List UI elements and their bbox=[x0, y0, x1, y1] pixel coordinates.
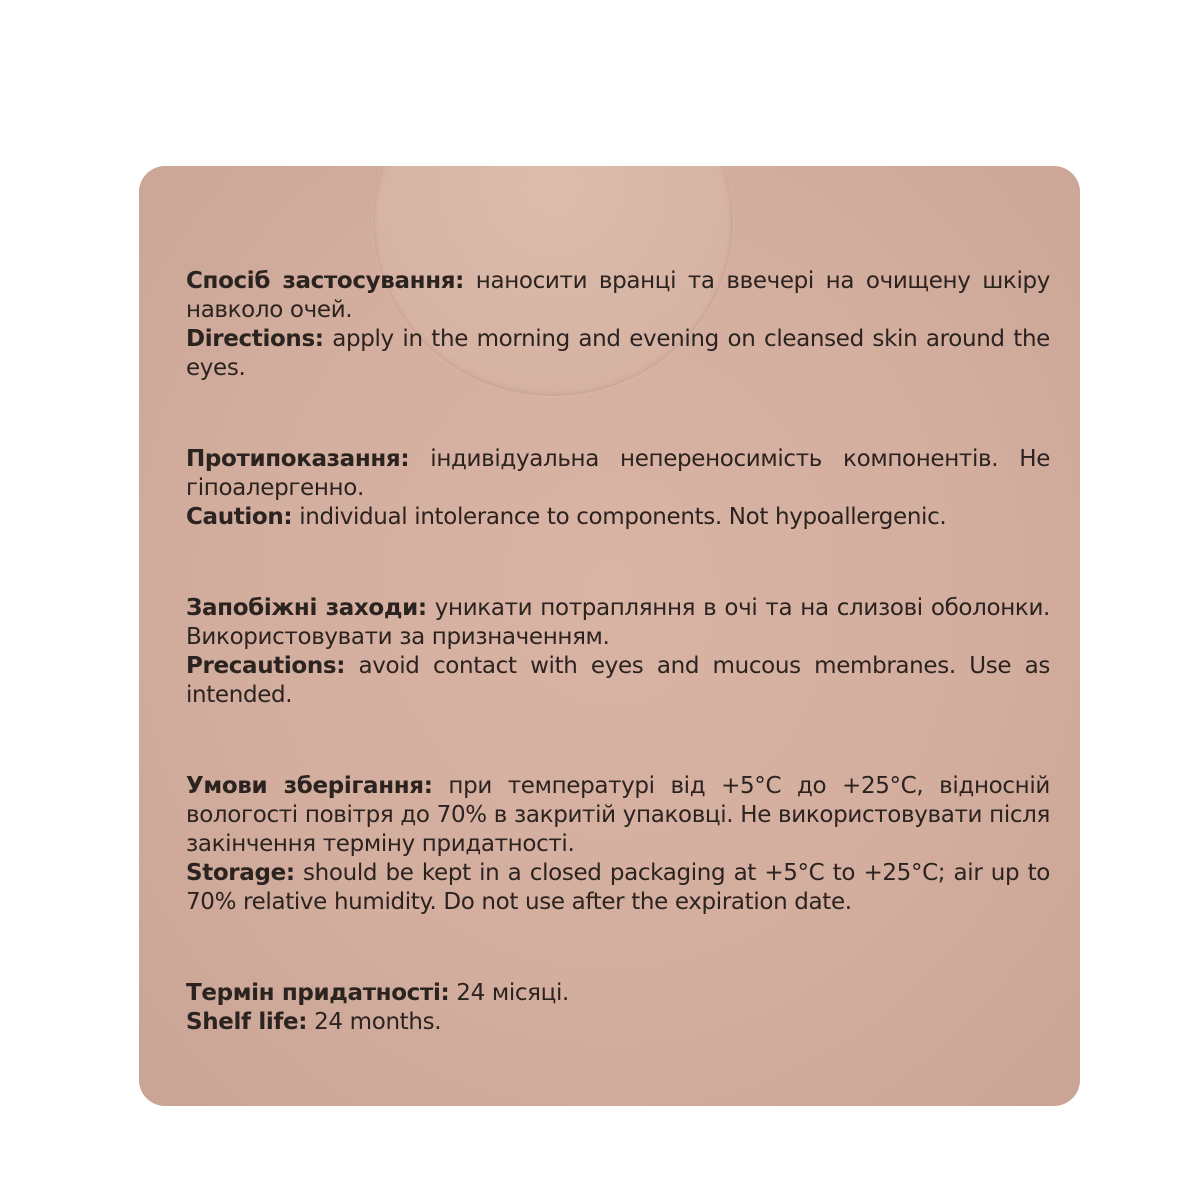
label-text bbox=[186, 267, 1050, 1037]
shelf-life-en-text: 24 months. bbox=[314, 1009, 442, 1035]
directions-ua bbox=[186, 267, 1050, 325]
precautions-en-text: avoid contact with eyes and mucous membranes. Use as intended. bbox=[186, 653, 1050, 708]
caution-ua-text: індивідуальна непереносимість компонентів. Не гіпоалергенно. bbox=[186, 446, 1050, 501]
precautions-ua-label: Запобіжні заходи: bbox=[186, 595, 427, 621]
storage-ua-text: при температурі від +5°C до +25°C, відносній вологості повітря до 70% в закритій упаковці. Не використовувати після закінчення терміну придатності. bbox=[186, 773, 1050, 857]
shelf-life-ua-text: 24 місяці. bbox=[456, 980, 569, 1006]
directions-en-text: apply in the morning and evening on cleansed skin around the eyes. bbox=[186, 326, 1050, 381]
caution-en-label: Caution: bbox=[186, 504, 293, 530]
storage-en-label: Storage: bbox=[186, 860, 295, 886]
precautions-ua bbox=[186, 594, 1050, 652]
section-storage bbox=[186, 772, 1050, 917]
storage-en-text: should be kept in a closed packaging at +5°C to +25°C; air up to 70% relative humidity. Do not use after the expiration date. bbox=[186, 860, 1050, 915]
precautions-en-label: Precautions: bbox=[186, 653, 346, 679]
shelf-life-ua bbox=[186, 979, 1050, 1008]
storage-ua bbox=[186, 772, 1050, 859]
shelf-life-ua-label: Термін придатності: bbox=[186, 980, 450, 1006]
shelf-life-en bbox=[186, 1008, 1050, 1037]
directions-en-label: Directions: bbox=[186, 326, 324, 352]
precautions-en bbox=[186, 652, 1050, 710]
directions-ua-text: наносити вранці та ввечері на очищену шкіру навколо очей. bbox=[186, 268, 1051, 323]
section-shelf-life bbox=[186, 979, 1050, 1037]
storage-en bbox=[186, 859, 1050, 917]
section-caution bbox=[186, 445, 1050, 532]
shelf-life-en-label: Shelf life: bbox=[186, 1009, 308, 1035]
caution-ua-label: Протипоказання: bbox=[186, 446, 410, 472]
directions-ua-label: Спосіб застосування: bbox=[186, 268, 465, 294]
caution-en-text: individual intolerance to components. Not hypoallergenic. bbox=[299, 504, 947, 530]
caution-ua bbox=[186, 445, 1050, 503]
product-label-card bbox=[139, 166, 1080, 1106]
section-directions bbox=[186, 267, 1050, 383]
section-precautions bbox=[186, 594, 1050, 710]
directions-en bbox=[186, 325, 1050, 383]
storage-ua-label: Умови зберігання: bbox=[186, 773, 433, 799]
caution-en bbox=[186, 503, 1050, 532]
precautions-ua-text: уникати потрапляння в очі та на слизові оболонки. Використовувати за призначенням. bbox=[186, 595, 1051, 650]
